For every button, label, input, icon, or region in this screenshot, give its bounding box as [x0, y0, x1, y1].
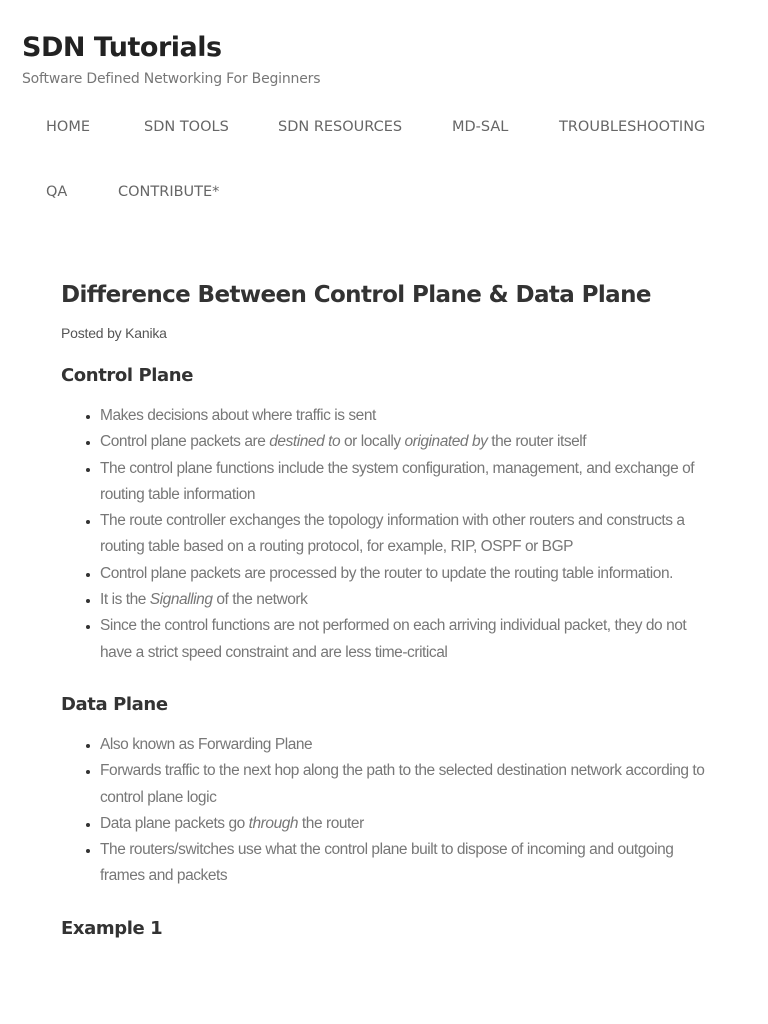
nav-item-sdn-resources[interactable]: SDN RESOURCES [278, 119, 403, 135]
list-item-text: the router itself [487, 433, 587, 451]
nav-item-troubleshooting[interactable]: TROUBLESHOOTING [559, 119, 706, 135]
list-item-text: Since the control functions are not performed on each arriving individual packet, they do not have a strict speed constraint and are less time-critical [100, 617, 687, 661]
list-item-text: Data plane packets go [100, 814, 249, 832]
control-plane-list [61, 403, 721, 666]
list-item [100, 758, 721, 811]
list-item [100, 811, 721, 837]
author-link[interactable]: Kanika [125, 325, 167, 341]
nav-item-sdn-tools[interactable]: SDN TOOLS [144, 119, 229, 135]
list-item [100, 403, 721, 429]
list-item-text: Control plane packets are processed by the router to update the routing table information. [100, 564, 673, 582]
nav-item-md-sal[interactable]: MD-SAL [452, 119, 509, 135]
list-item [100, 561, 721, 587]
post-article [61, 278, 721, 942]
data-plane-list [61, 732, 721, 890]
list-item [100, 732, 721, 758]
list-item-text: Also known as Forwarding Plane [100, 735, 313, 753]
emphasis-text: through [248, 814, 299, 832]
list-item [100, 837, 721, 890]
list-item [100, 508, 721, 561]
emphasis-text: originated by [404, 433, 488, 451]
list-item [100, 613, 721, 666]
nav-item-home[interactable]: HOME [46, 119, 90, 135]
main-nav [0, 0, 768, 230]
section-heading-example-1: Example 1 [61, 917, 163, 939]
site-title[interactable]: SDN Tutorials [22, 32, 222, 63]
site-tagline: Software Defined Networking For Beginners [22, 71, 321, 87]
list-item-text: or locally [340, 433, 405, 451]
post-meta [61, 325, 721, 341]
list-item-text: The routers/switches use what the control plane built to dispose of incoming and outgoing frames and packets [100, 841, 674, 885]
emphasis-text: destined to [269, 433, 341, 451]
list-item [100, 587, 721, 613]
list-item-text: Forwards traffic to the next hop along the path to the selected destination network according to control plane logic [100, 762, 705, 806]
posted-by-label: Posted by [61, 325, 126, 341]
nav-item-qa[interactable]: QA [46, 184, 68, 200]
list-item [100, 429, 721, 455]
section-heading-data-plane: Data Plane [61, 693, 168, 715]
list-item-text: Control plane packets are [100, 433, 270, 451]
list-item-text: It is the [100, 591, 150, 609]
list-item-text: the router [298, 814, 364, 832]
section-heading-control-plane: Control Plane [61, 365, 194, 386]
list-item-text: of the network [212, 591, 308, 609]
list-item-text: The route controller exchanges the topology information with other routers and constructs a routing table based on a routing protocol, for example, RIP, OSPF or BGP [100, 512, 685, 556]
post-title: Difference Between Control Plane & Data Plane [61, 282, 651, 308]
list-item-text: Makes decisions about where traffic is sent [100, 407, 376, 424]
emphasis-text: Signalling [149, 591, 213, 609]
list-item [100, 456, 721, 509]
nav-item-contribute[interactable]: CONTRIBUTE* [118, 184, 220, 200]
list-item-text: The control plane functions include the system configuration, management, and exchange of routing table information [100, 459, 695, 503]
